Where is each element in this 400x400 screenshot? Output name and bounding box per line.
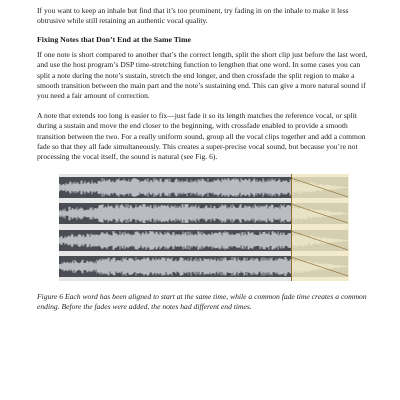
document-page [37, 6, 373, 173]
section-heading: Fixing Notes that Don’t End at the Same Time [37, 34, 191, 44]
fade-curve [291, 174, 348, 281]
fade-line-4 [291, 257, 348, 276]
fade-line-1 [291, 178, 348, 197]
figure-caption: Figure 6 Each word has been aligned to start at the same time, while a common fade time creates a common ending. Before the fades were added, the notes had different end times. [37, 292, 367, 312]
fade-line-3 [291, 231, 348, 250]
waveform-figure [59, 174, 348, 281]
intro-paragraph: If you want to keep an inhale but find that it’s too prominent, try fading in on the inhale to make it less obtrusive while still retaining an authentic vocal quality. [37, 6, 349, 26]
paragraph-short-note: If one note is short compared to another that’s the correct length, split the short clip just before the last word, and use the host program’s DSP time-stretching function to lengthen that one word. In some cases you can split a note during the note’s sustain, stretch the end longer, and then crossfade the split region to make a smooth transition between the main part and the note’s sustaining end. This can give a more natural sound if you need a fair amount of correction. [37, 49, 368, 101]
fade-line-2 [291, 204, 348, 223]
paragraph-long-note: A note that extends too long is easier to fix—just fade it so its length matches the reference vocal, or split during a sustain and move the end closer to the beginning, with crossfade enabled to provide a smooth transition between the two. For a really uniform sound, group all the vocal clips together and add a common fade so that they all fade simultaneously. This creates a super-precise vocal sound, but because you’re not processing the vocal itself, the sound is natural (see Fig. 6). [37, 110, 366, 162]
